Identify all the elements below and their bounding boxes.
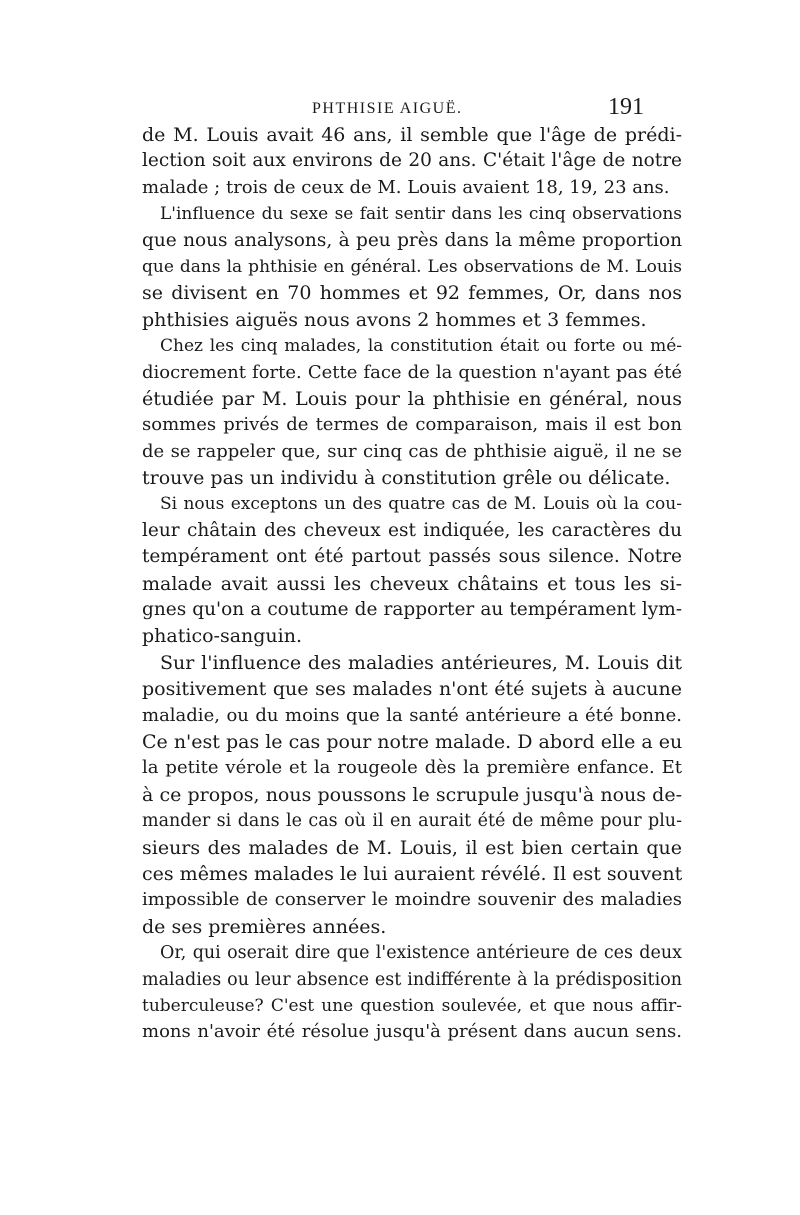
text-line: trouve pas un individu à constitution grêle ou délicate. xyxy=(142,467,671,490)
body-text xyxy=(142,122,682,1046)
text-line: de ses premières années. xyxy=(142,915,387,938)
text-line: phatico-sanguin. xyxy=(142,625,303,648)
text-line: gnes qu'on a coutume de rapporter au tempérament lym- xyxy=(142,599,682,621)
text-line: tuberculeuse? C'est une question soulevée, et que nous affir- xyxy=(142,995,682,1016)
text-line: étudiée par M. Louis pour la phthisie en général, nous xyxy=(142,387,682,410)
text-line: à ce propos, nous poussons le scrupule jusqu'à nous de- xyxy=(142,783,682,806)
text-line: L'influence du sexe se fait sentir dans les cinq observations xyxy=(160,204,682,225)
text-line: lection soit aux environs de 20 ans. C'était l'âge de notre xyxy=(142,150,682,172)
text-line: que nous analysons, à peu près dans la même proportion xyxy=(142,229,682,251)
text-line: leur châtain des cheveux est indiquée, les caractères du xyxy=(142,519,682,541)
text-line: tempérament ont été partout passés sous silence. Notre xyxy=(142,546,682,568)
text-line: sommes privés de termes de comparaison, mais il est bon xyxy=(142,414,682,436)
text-line: malade ; trois de ceux de M. Louis avaient 18, 19, 23 ans. xyxy=(142,176,670,198)
text-line: impossible de conserver le moindre souvenir des maladies xyxy=(142,889,682,911)
text-line: phthisies aiguës nous avons 2 hommes et 3 femmes. xyxy=(142,308,647,331)
text-line: se divisent en 70 hommes et 92 femmes, Or, dans nos xyxy=(142,282,682,305)
text-line: malade avait aussi les cheveux châtains et tous les si- xyxy=(142,572,682,595)
text-line: de se rappeler que, sur cinq cas de phthisie aiguë, il ne se xyxy=(142,440,682,462)
text-line: Chez les cinq malades, la constitution était ou forte ou mé- xyxy=(160,336,682,357)
page-number: 191 xyxy=(608,94,644,120)
text-line: maladie, ou du moins que la santé antérieure a été bonne. xyxy=(142,704,682,726)
text-line: Sur l'influence des maladies antérieures, M. Louis dit xyxy=(160,651,682,674)
text-line: Ce n'est pas le cas pour notre malade. D abord elle a eu xyxy=(142,730,683,753)
text-line: la petite vérole et la rougeole dès la première enfance. Et xyxy=(142,757,682,779)
text-line: maladies ou leur absence est indifférente à la prédisposition xyxy=(142,969,682,990)
text-line: sieurs des malades de M. Louis, il est bien certain que xyxy=(142,836,682,859)
text-line: diocrement forte. Cette face de la question n'ayant pas été xyxy=(142,361,682,383)
running-head: PHTHISIE AIGUË. xyxy=(312,100,463,117)
text-line: positivement que ses malades n'ont été sujets à aucune xyxy=(142,678,682,701)
text-line: Si nous exceptons un des quatre cas de M. Louis où la cou- xyxy=(160,494,682,515)
text-line: de M. Louis avait 46 ans, il semble que l'âge de prédi- xyxy=(142,124,682,146)
text-line: mons n'avoir été résolue jusqu'à présent dans aucun sens. xyxy=(142,1021,682,1043)
text-line: Or, qui oserait dire que l'existence antérieure de ces deux xyxy=(160,943,682,964)
text-line: que dans la phthisie en général. Les observations de M. Louis xyxy=(142,256,682,277)
text-line: ces mêmes malades le lui auraient révélé. Il est souvent xyxy=(142,862,683,885)
text-line: mander si dans le cas où il en aurait été de même pour plu- xyxy=(142,811,682,832)
